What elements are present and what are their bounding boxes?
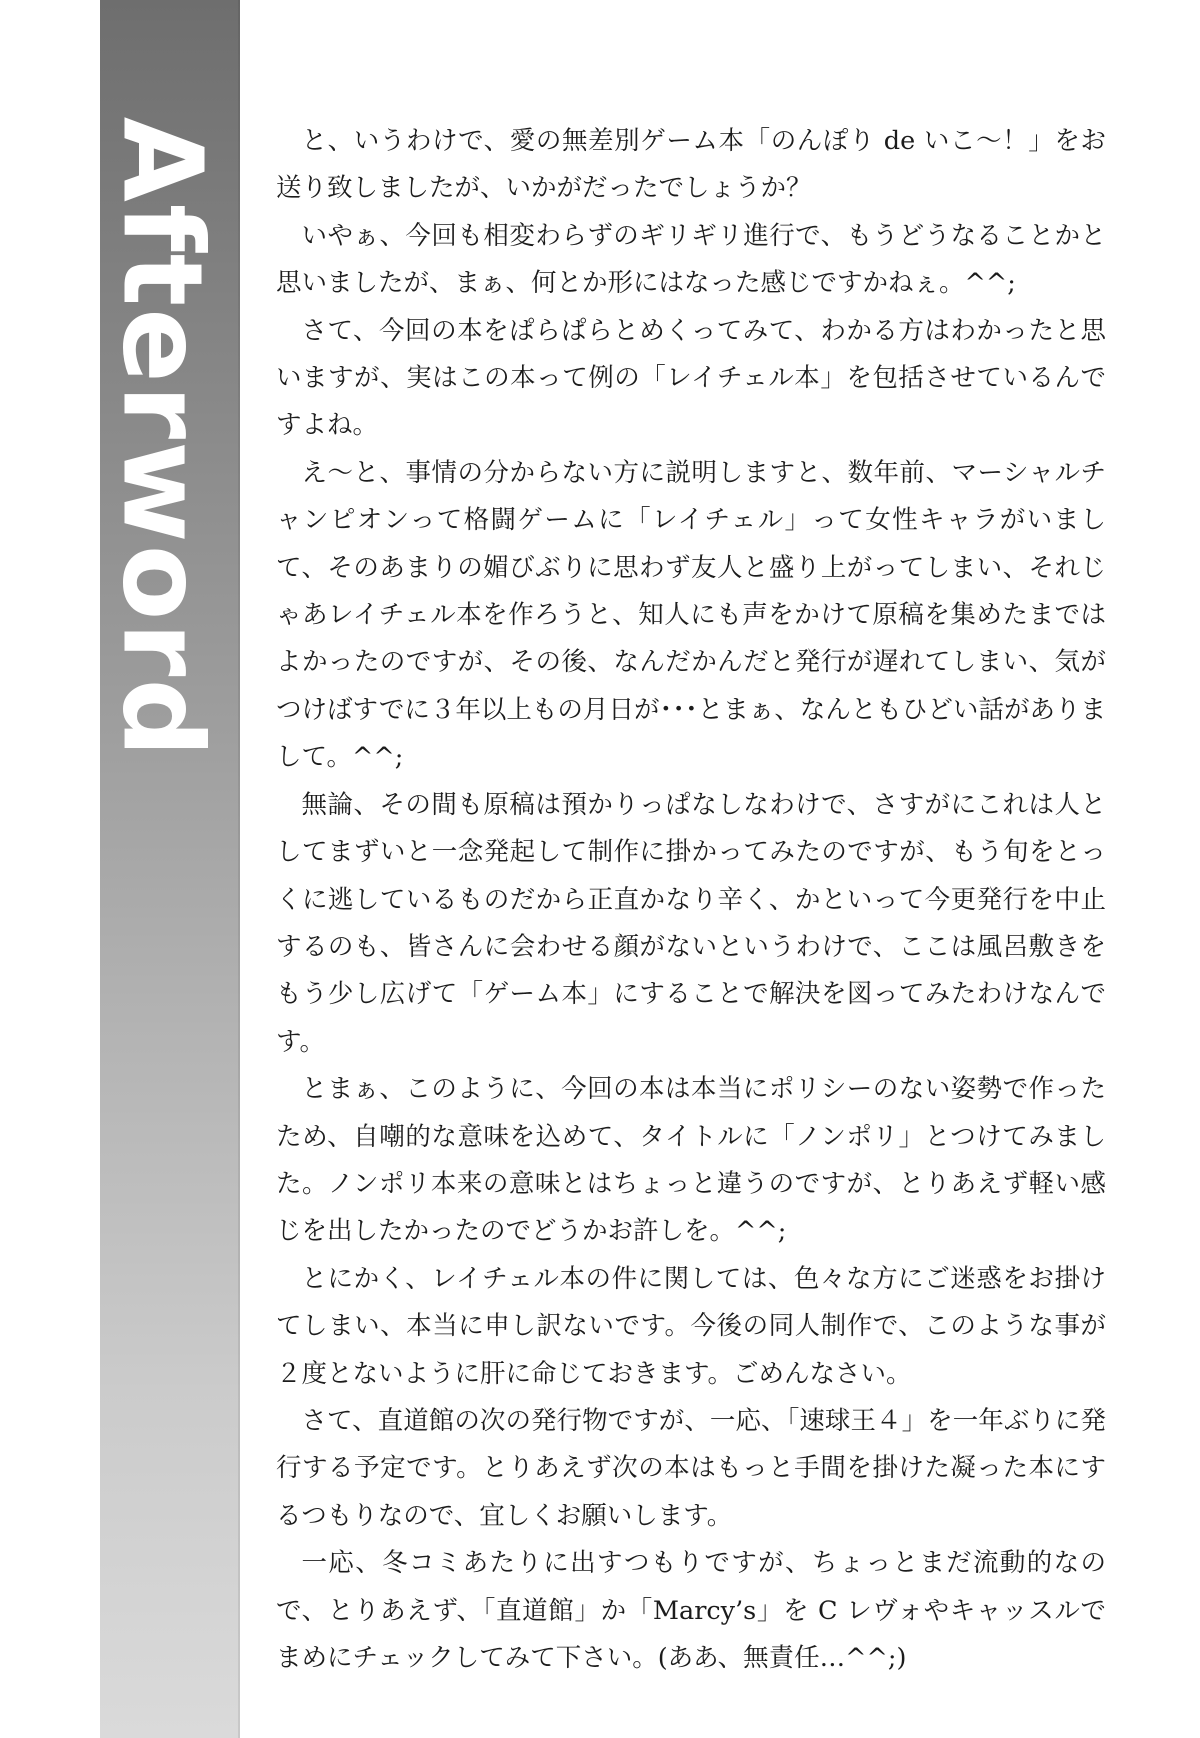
afterword-title — [98, 108, 227, 768]
paragraph-6: とまぁ、このように、今回の本は本当にポリシーのない姿勢で作ったため、自嘲的な意味を込めて、タイトルに「ノンポリ」とつけてみました。ノンポリ本来の意味とはちょっと違うのですが、とりあえず軽い感じを出したかったのでどうかお許しを。^^; — [276, 1074, 1106, 1247]
afterword-title-text: Afterword — [98, 116, 227, 760]
afterword-body — [276, 118, 1106, 1682]
paragraph-4: え〜と、事情の分からない方に説明しますと、数年前、マーシャルチャンピオンって格闘ゲームに「レイチェル」って女性キャラがいまして、そのあまりの媚びぶりに思わず友人と盛り上がってしまい、それじゃあレイチェル本を作ろうと、知人にも声をかけて原稿を集めたまではよかったのですが、その後、なんだかんだと発行が遅れてしまい、気がつけばすでに３年以上もの月日が･･･とまぁ、なんともひどい話がありまして。^^; — [276, 457, 1106, 773]
paragraph-3: さて、今回の本をぱらぱらとめくってみて、わかる方はわかったと思いますが、実はこの本って例の「レイチェル本」を包括させているんですよね。 — [276, 315, 1106, 441]
paragraph-7: とにかく、レイチェル本の件に関しては、色々な方にご迷惑をお掛けてしまい、本当に申し訳ないです。今後の同人制作で、このような事が２度とないように肝に命じておきます。ごめんなさい。 — [276, 1263, 1106, 1389]
paragraph-9: 一応、冬コミあたりに出すつもりですが、ちょっとまだ流動的なので、とりあえず、「直道館」か「Marcy’s」を C レヴォやキャッスルでまめにチェックしてみて下さい。(ああ、無責任…^^;) — [276, 1548, 1106, 1673]
paragraph-5: 無論、その間も原稿は預かりっぱなしなわけで、さすがにこれは人としてまずいと一念発起して制作に掛かってみたのですが、もう旬をとっくに逃しているものだから正直かなり辛く、かといって今更発行を中止するのも、皆さんに会わせる顔がないというわけで、ここは風呂敷きをもう少し広げて「ゲーム本」にすることで解決を図ってみたわけなんです。 — [276, 789, 1106, 1057]
paragraph-1: と、いうわけで、愛の無差別ゲーム本「のんぽり de いこ〜！」をお送り致しましたが、いかがだったでしょうか？ — [276, 126, 1106, 204]
paragraph-2: いやぁ、今回も相変わらずのギリギリ進行で、もうどうなることかと思いましたが、まぁ、何とか形にはなった感じですかねぇ。^^; — [276, 220, 1106, 299]
paragraph-8: さて、直道館の次の発行物ですが、一応、「速球王４」を一年ぶりに発行する予定です。とりあえず次の本はもっと手間を掛けた凝った本にするつもりなので、宜しくお願いします。 — [276, 1405, 1106, 1531]
